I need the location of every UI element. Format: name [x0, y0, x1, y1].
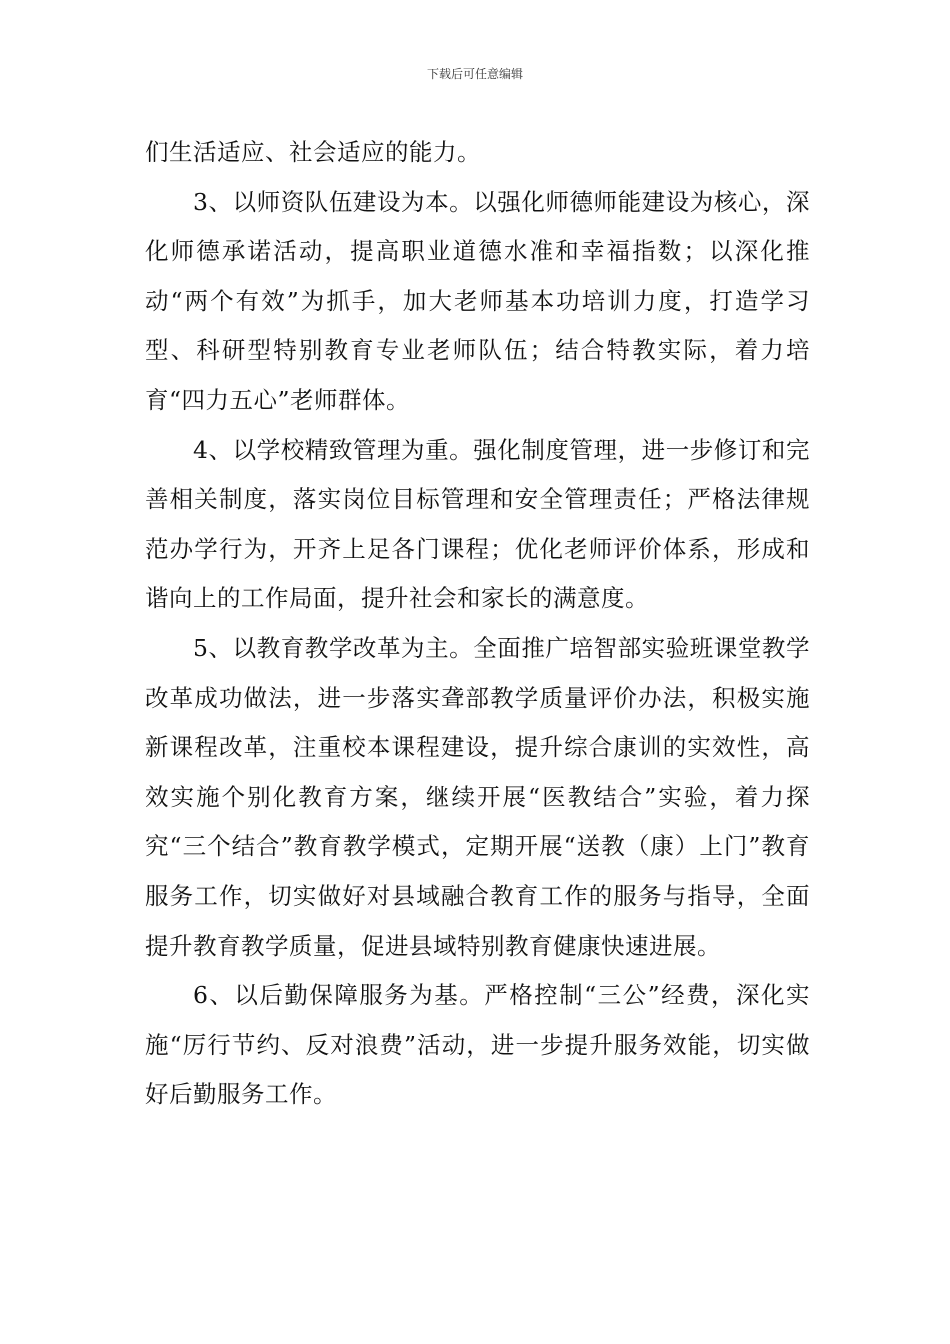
- paragraph-item-4: 4、以学校精致管理为重。强化制度管理，进一步修订和完善相关制度，落实岗位目标管理和安全管理责任；严格法律规范办学行为，开齐上足各门课程；优化老师评价体系，形成和谐向上的工作局面，提升社会和家长的满意度。: [145, 435, 810, 613]
- paragraph-item-6: 6、以后勤保障服务为基。严格控制“三公”经费，深化实施“厉行节约、反对浪费”活动，进一步提升服务效能，切实做好后勤服务工作。: [145, 981, 810, 1109]
- paragraph-item-5: 5、以教育教学改革为主。全面推广培智部实验班课堂教学改革成功做法，进一步落实聋部教学质量评价办法，积极实施新课程改革，注重校本课程建设，提升综合康训的实效性，高效实施个别化教育方案，继续开展“医教结合”实验，着力探究“三个结合”教育教学模式，定期开展“送教（康）上门”教育服务工作，切实做好对县域融合教育工作的服务与指导，全面提升教育教学质量，促进县域特别教育健康快速进展。: [145, 633, 810, 960]
- page-header: 下载后可任意编辑: [426, 67, 523, 81]
- paragraph-item-3: 3、以师资队伍建设为本。以强化师德师能建设为核心，深化师德承诺活动，提高职业道德水准和幸福指数；以深化推动“两个有效”为抓手，加大老师基本功培训力度，打造学习型、科研型特别教育专业老师队伍；结合特教实际，着力培育“四力五心”老师群体。: [145, 187, 810, 414]
- paragraph-continuation: 们生活适应、社会适应的能力。: [145, 138, 481, 166]
- document-body: [145, 128, 810, 1120]
